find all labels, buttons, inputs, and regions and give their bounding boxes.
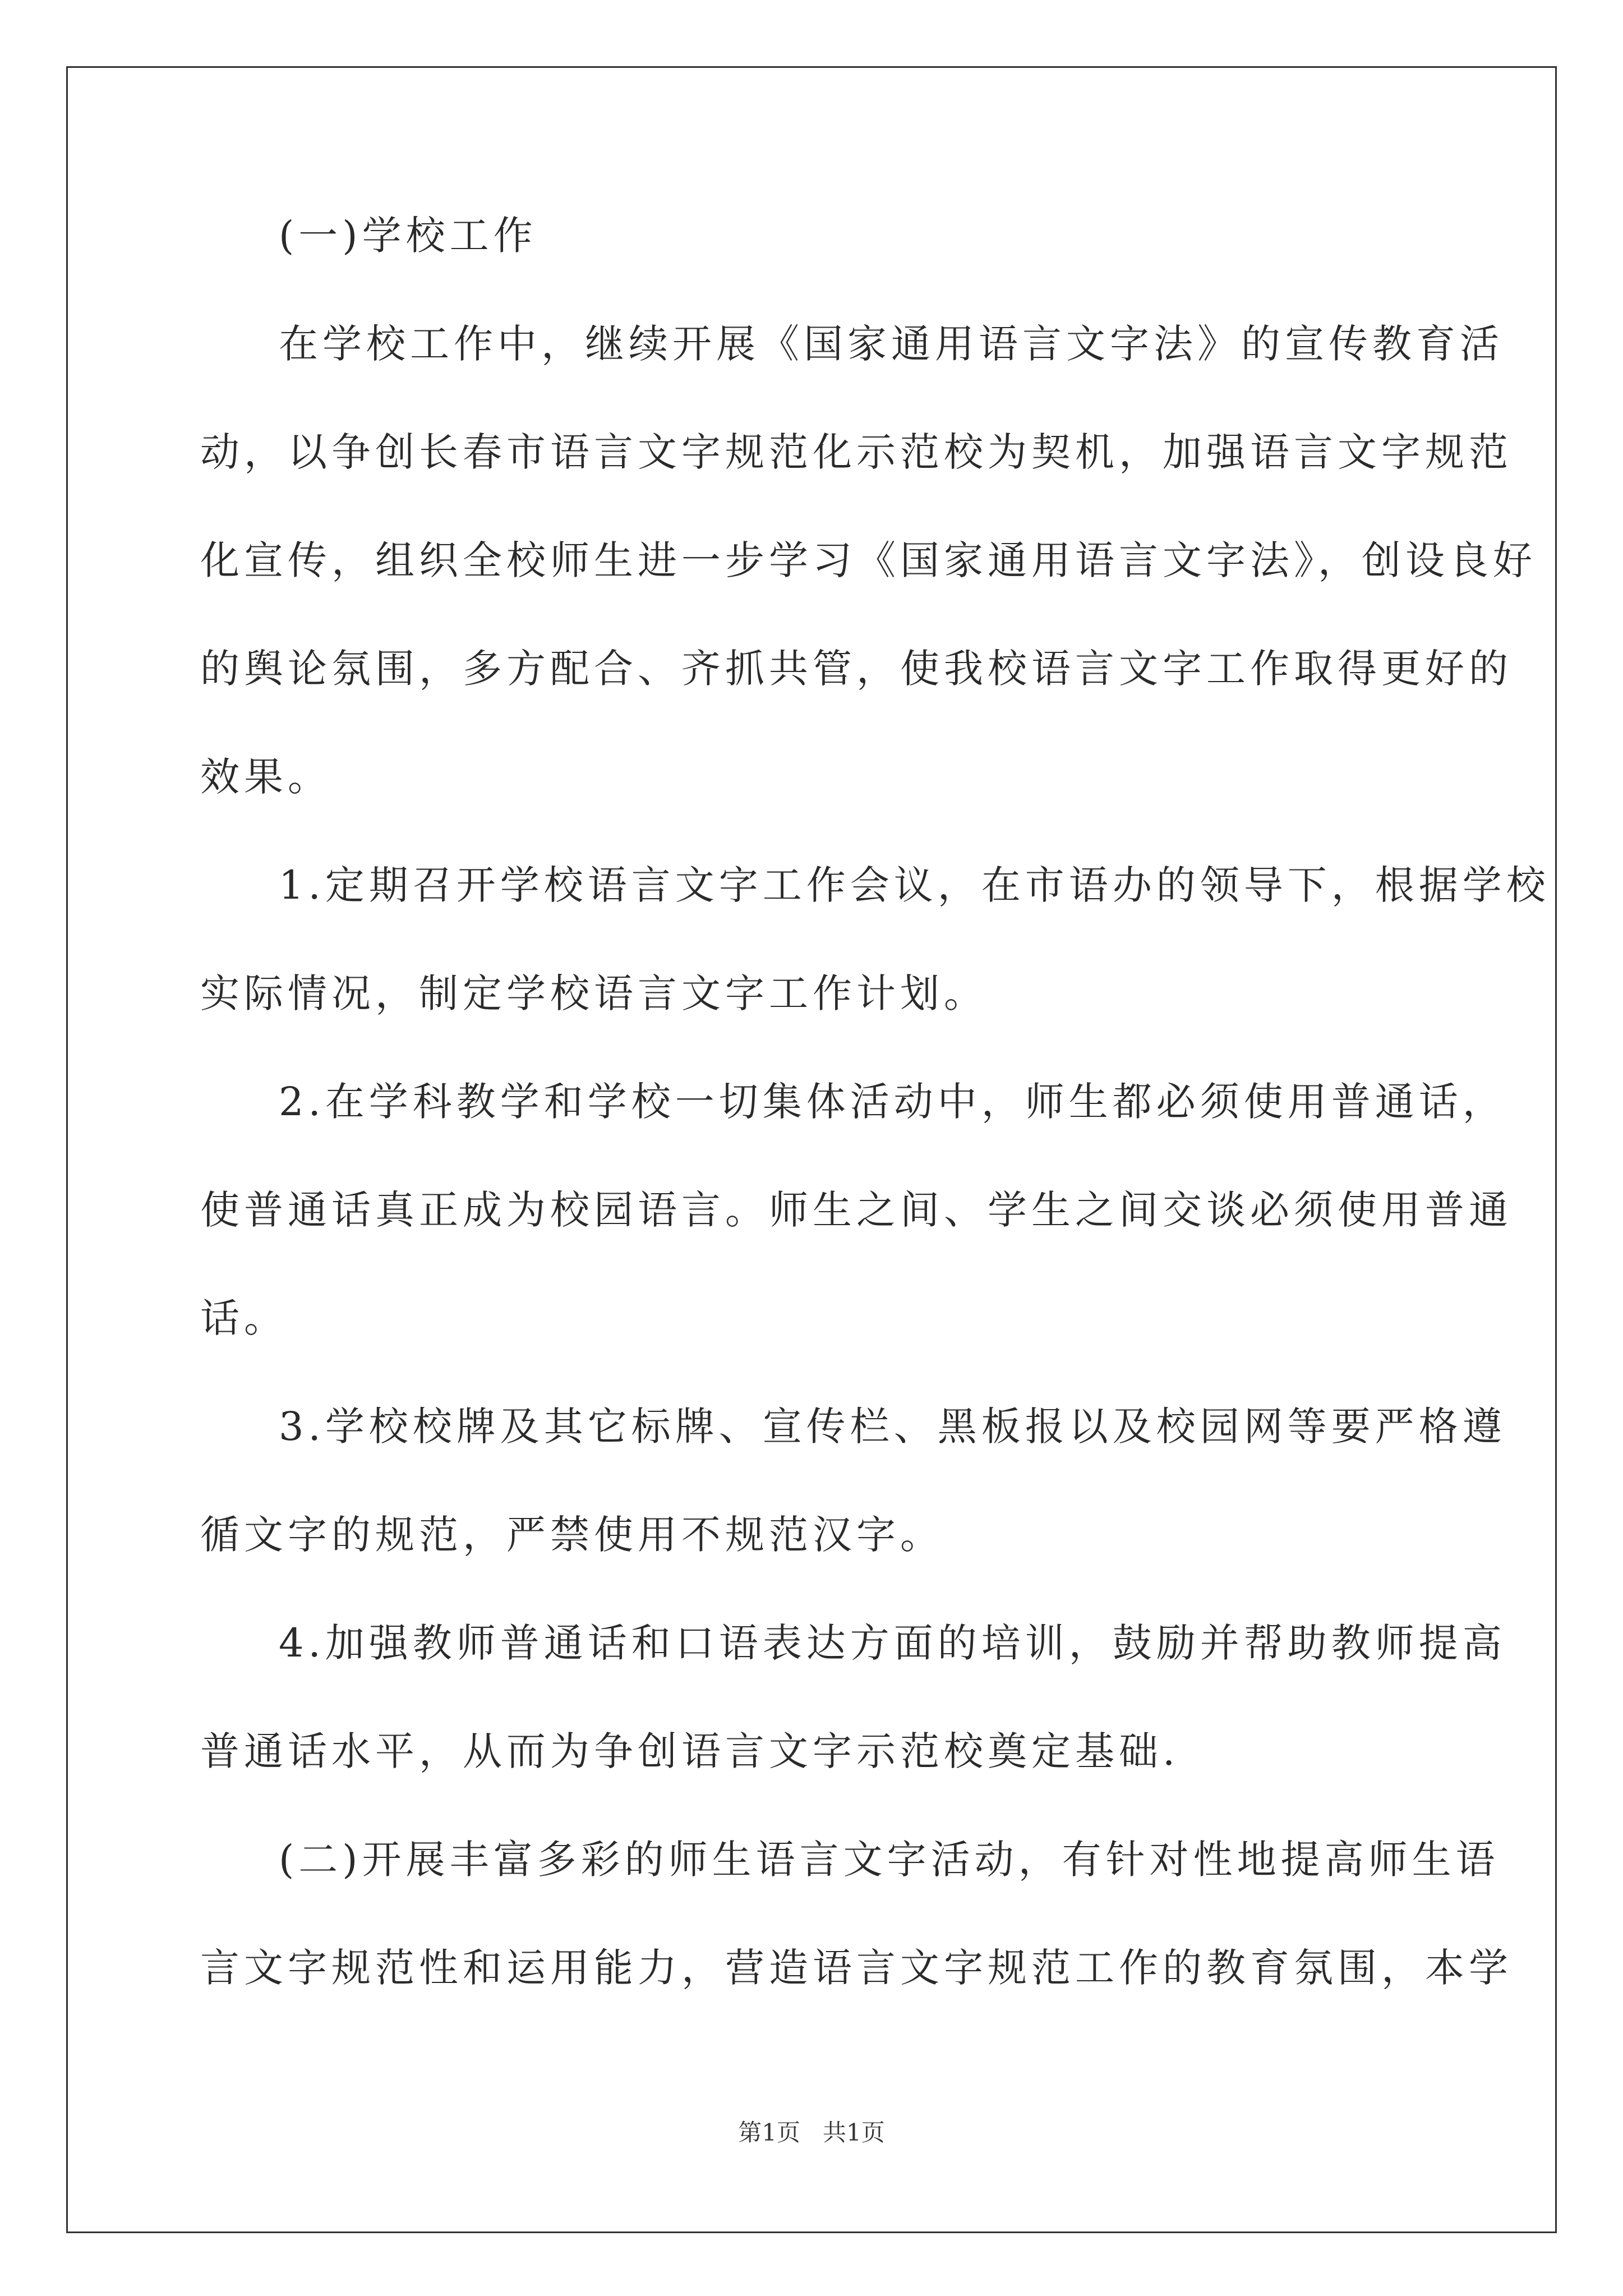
paragraph-line: 的舆论氛围，多方配合、齐抓共管，使我校语言文字工作取得更好的 xyxy=(200,646,1513,692)
paragraph-line: 在学校工作中，继续开展《国家通用语言文字法》的宣传教育活 xyxy=(279,321,1504,367)
paragraph-line: 效果。 xyxy=(200,754,331,800)
paragraph-line: 1.定期召开学校语言文字工作会议，在市语办的领导下，根据学校 xyxy=(279,862,1550,908)
page-footer xyxy=(0,2116,1623,2150)
paragraph-line: 化宣传，组织全校师生进一步学习《国家通用语言文字法》，创设良好 xyxy=(200,537,1537,583)
paragraph-line: 4.加强教师普通话和口语表达方面的培训，鼓励并帮助教师提高 xyxy=(279,1620,1506,1666)
paragraph-line: 普通话水平，从而为争创语言文字示范校奠定基础. xyxy=(200,1728,1180,1774)
page-border xyxy=(66,66,1557,2233)
paragraph-line: 言文字规范性和运用能力，营造语言文字规范工作的教育氛围，本学 xyxy=(200,1945,1513,1991)
paragraph-line: 实际情况，制定学校语言文字工作计划。 xyxy=(200,970,988,1016)
page-number-current: 第1页 xyxy=(738,2119,800,2146)
paragraph-line: 使普通话真正成为校园语言。师生之间、学生之间交谈必须使用普通 xyxy=(200,1187,1513,1233)
paragraph-line: 动，以争创长春市语言文字规范化示范校为契机，加强语言文字规范 xyxy=(200,429,1513,475)
paragraph-line: 循文字的规范，严禁使用不规范汉字。 xyxy=(200,1512,944,1558)
paragraph-line: 话。 xyxy=(200,1295,288,1341)
section-heading: (一)学校工作 xyxy=(279,213,537,259)
paragraph-line: 2.在学科教学和学校一切集体活动中，师生都必须使用普通话， xyxy=(279,1079,1506,1125)
page-number-total: 共1页 xyxy=(823,2119,885,2146)
paragraph-line: 3.学校校牌及其它标牌、宣传栏、黑板报以及校园网等要严格遵 xyxy=(279,1404,1506,1450)
paragraph-line: (二)开展丰富多彩的师生语言文字活动，有针对性地提高师生语 xyxy=(279,1837,1500,1883)
